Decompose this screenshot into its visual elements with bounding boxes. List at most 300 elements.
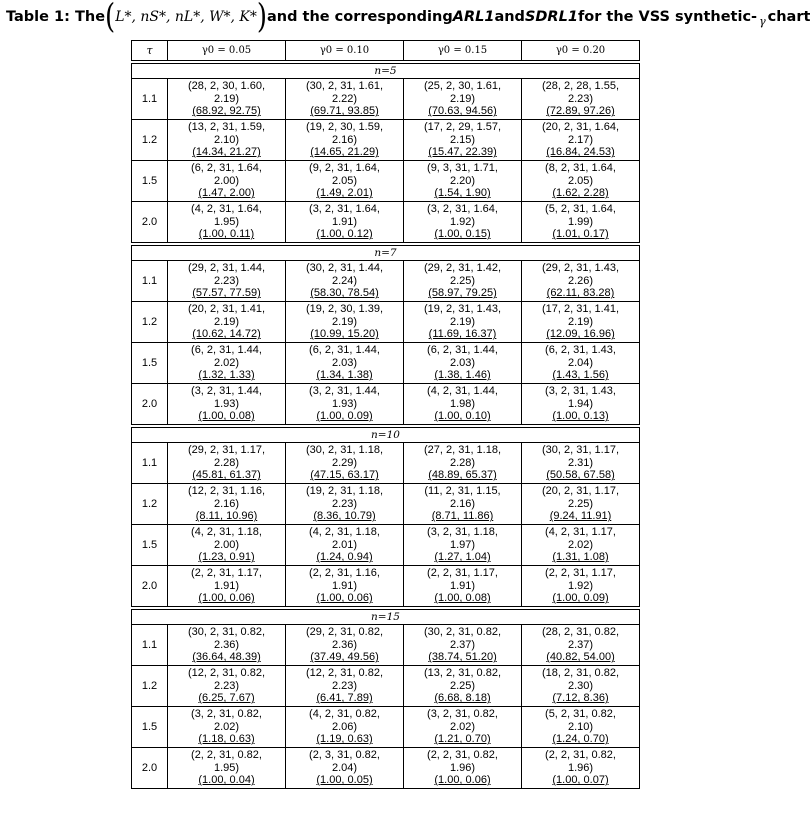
result-cell-content [522, 162, 639, 200]
result-cell-content [404, 567, 521, 605]
result-cell-content [522, 80, 639, 118]
params-line: (13, 2, 31, 0.82, [423, 667, 502, 680]
tau-value: 1.5 [132, 707, 168, 748]
params-line: (9, 2, 31, 1.64, [309, 162, 380, 175]
result-cell [404, 625, 522, 666]
arl-sdrl-line: (1.00, 0.12) [316, 228, 373, 241]
result-cell [404, 443, 522, 484]
table-row [132, 443, 640, 484]
arl-sdrl-line: (1.00, 0.11) [198, 228, 255, 241]
arl-sdrl-line: (38.74, 51.20) [428, 651, 497, 664]
arl-sdrl-line: (50.58, 67.58) [546, 469, 615, 482]
arl-sdrl-line: (1.00, 0.09) [552, 592, 609, 605]
params-line: (5, 2, 31, 0.82, [545, 708, 616, 721]
params-end-line: 2.28) [449, 456, 476, 469]
arl-sdrl-line: (58.97, 79.25) [428, 287, 497, 300]
result-cell [522, 261, 640, 302]
arl-sdrl-line: (15.47, 22.39) [428, 146, 497, 159]
result-cell-content [286, 80, 403, 118]
table-row [132, 302, 640, 343]
result-cell-content [404, 262, 521, 300]
result-cell [168, 525, 286, 566]
params-line: (17, 2, 31, 1.41, [541, 303, 620, 316]
arl-sdrl-line: (1.43, 1.56) [552, 369, 609, 382]
section-label [132, 246, 640, 261]
arl-sdrl-line: (6.68, 8.18) [434, 692, 491, 705]
arl-sdrl-line: (8.71, 11.86) [431, 510, 494, 523]
result-cell [522, 120, 640, 161]
params-line: (2, 2, 31, 0.82, [545, 749, 616, 762]
params-line: (29, 2, 31, 1.17, [187, 444, 266, 457]
result-cell-content [168, 262, 285, 300]
params-line: (30, 2, 31, 1.17, [541, 444, 620, 457]
tau-value: 1.1 [132, 261, 168, 302]
result-cell-content [168, 444, 285, 482]
result-cell-content [286, 121, 403, 159]
result-cell [404, 484, 522, 525]
arl-sdrl-line: (45.81, 61.37) [192, 469, 261, 482]
params-end-line: 2.00) [213, 538, 240, 551]
result-cell-content [522, 667, 639, 705]
table-row [132, 343, 640, 384]
params-line: (3, 2, 31, 1.43, [545, 385, 616, 398]
tau-value: 2.0 [132, 748, 168, 789]
tau-value: 1.2 [132, 302, 168, 343]
result-cell [286, 161, 404, 202]
result-cell-content [404, 444, 521, 482]
params-line: (6, 2, 31, 1.44, [309, 344, 380, 357]
result-cell [522, 443, 640, 484]
results-table [131, 40, 640, 789]
params-line: (6, 2, 31, 1.44, [191, 344, 262, 357]
tau-value: 1.5 [132, 161, 168, 202]
caption-chart: chart [767, 9, 810, 25]
result-cell-content [404, 385, 521, 423]
caption-prefix: Table 1: The [6, 9, 106, 25]
params-line: (4, 2, 31, 1.18, [309, 526, 380, 539]
params-line: (11, 2, 31, 1.15, [424, 485, 501, 498]
result-cell-content [286, 567, 403, 605]
result-cell [168, 79, 286, 120]
table-caption [6, 0, 810, 37]
params-line: (8, 2, 31, 1.64, [545, 162, 616, 175]
params-end-line: 2.02) [567, 538, 594, 551]
section-row [132, 610, 640, 625]
params-end-line: 2.30) [567, 679, 594, 692]
result-cell [522, 161, 640, 202]
caption-suffix: for the VSS synthetic- [577, 9, 758, 25]
result-cell [404, 302, 522, 343]
arl-sdrl-line: (1.62, 2.28) [552, 187, 609, 200]
arl-sdrl-line: (37.49, 49.56) [310, 651, 379, 664]
result-cell [522, 343, 640, 384]
params-end-line: 2.02) [449, 720, 476, 733]
params-line: (3, 2, 31, 1.44, [191, 385, 262, 398]
tau-value: 1.2 [132, 484, 168, 525]
result-cell-content [522, 749, 639, 787]
arl-sdrl-line: (1.00, 0.06) [316, 592, 373, 605]
params-end-line: 1.91) [331, 215, 358, 228]
params-end-line: 1.95) [213, 761, 240, 774]
params-line: (18, 2, 31, 0.82, [541, 667, 620, 680]
params-line: (19, 2, 31, 1.43, [423, 303, 502, 316]
header-gamma-0-15: γ0 = 0.15 [404, 41, 522, 61]
params-line: (4, 2, 31, 1.17, [545, 526, 616, 539]
result-cell-content [404, 708, 521, 746]
result-cell-content [286, 162, 403, 200]
result-cell-content [286, 444, 403, 482]
section-row [132, 428, 640, 443]
params-end-line: 2.19) [213, 315, 240, 328]
result-cell-content [168, 749, 285, 787]
table-row [132, 525, 640, 566]
result-cell [522, 525, 640, 566]
arl-sdrl-line: (70.63, 94.56) [428, 105, 497, 118]
table-row [132, 161, 640, 202]
result-cell [286, 525, 404, 566]
arl-sdrl-line: (1.21, 0.70) [434, 733, 491, 746]
header-gamma-0-05: γ0 = 0.05 [168, 41, 286, 61]
caption-middle: and the corresponding [267, 9, 453, 25]
params-end-line: 2.36) [213, 638, 240, 651]
params-end-line: 2.01) [331, 538, 358, 551]
params-line: (6, 2, 31, 1.64, [191, 162, 262, 175]
arl-sdrl-line: (6.25, 7.67) [198, 692, 255, 705]
result-cell [404, 748, 522, 789]
params-end-line: 2.28) [213, 456, 240, 469]
arl-sdrl-line: (1.24, 0.70) [552, 733, 609, 746]
params-line: (2, 2, 31, 0.82, [427, 749, 498, 762]
section-label-text: n=7 [374, 247, 397, 259]
result-cell [522, 748, 640, 789]
params-end-line: 2.23) [331, 497, 358, 510]
result-cell-content [168, 485, 285, 523]
params-line: (3, 2, 31, 1.64, [427, 203, 498, 216]
arl-sdrl-line: (1.00, 0.15) [434, 228, 491, 241]
close-paren: ) [256, 0, 268, 37]
result-cell-content [168, 708, 285, 746]
result-cell-content [522, 203, 639, 241]
result-cell [286, 748, 404, 789]
arl-sdrl-line: (11.69, 16.37) [428, 328, 497, 341]
params-line: (4, 2, 31, 0.82, [309, 708, 380, 721]
section-row [132, 64, 640, 79]
result-cell-content [404, 626, 521, 664]
params-line: (20, 2, 31, 1.41, [187, 303, 266, 316]
params-line: (6, 2, 31, 1.44, [427, 344, 498, 357]
result-cell-content [404, 162, 521, 200]
section-label [132, 610, 640, 625]
result-cell-content [522, 526, 639, 564]
arl-sdrl-line: (1.19, 0.63) [316, 733, 373, 746]
result-cell-content [286, 203, 403, 241]
arl-sdrl-line: (16.84, 24.53) [546, 146, 615, 159]
params-line: (2, 2, 31, 1.16, [309, 567, 380, 580]
result-cell-content [522, 121, 639, 159]
params-end-line: 1.92) [567, 579, 594, 592]
params-line: (2, 2, 31, 1.17, [545, 567, 616, 580]
arl-sdrl-line: (62.11, 83.28) [546, 287, 615, 300]
params-end-line: 2.04) [567, 356, 594, 369]
result-cell [522, 666, 640, 707]
tau-value: 1.2 [132, 120, 168, 161]
result-cell-content [286, 303, 403, 341]
result-cell [168, 748, 286, 789]
result-cell-content [522, 567, 639, 605]
caption-arl: ARL1 [452, 9, 495, 25]
result-cell [404, 707, 522, 748]
params-line: (2, 2, 31, 1.17, [191, 567, 262, 580]
params-end-line: 2.19) [567, 315, 594, 328]
result-cell [168, 302, 286, 343]
params-line: (2, 2, 31, 0.82, [191, 749, 262, 762]
result-cell-content [168, 121, 285, 159]
tau-value: 1.5 [132, 343, 168, 384]
params-end-line: 1.97) [449, 538, 476, 551]
params-line: (12, 2, 31, 1.16, [187, 485, 266, 498]
result-cell [404, 666, 522, 707]
result-cell [168, 484, 286, 525]
params-line: (2, 2, 31, 1.17, [427, 567, 498, 580]
arl-sdrl-line: (1.23, 0.91) [198, 551, 255, 564]
header-row [132, 41, 640, 61]
params-line: (3, 2, 31, 1.44, [309, 385, 380, 398]
params-line: (29, 2, 31, 1.43, [541, 262, 620, 275]
params-end-line: 1.95) [213, 215, 240, 228]
result-cell [522, 384, 640, 425]
params-end-line: 2.19) [449, 92, 476, 105]
params-line: (19, 2, 30, 1.59, [305, 121, 384, 134]
tau-value: 2.0 [132, 202, 168, 243]
result-cell [522, 484, 640, 525]
params-end-line: 2.19) [331, 315, 358, 328]
table-row [132, 384, 640, 425]
caption-and: and [494, 9, 525, 25]
result-cell [404, 120, 522, 161]
arl-sdrl-line: (1.00, 0.10) [434, 410, 491, 423]
params-end-line: 2.10) [213, 133, 240, 146]
params-line: (5, 2, 31, 1.64, [545, 203, 616, 216]
params-line: (20, 2, 31, 1.17, [541, 485, 620, 498]
arl-sdrl-line: (47.15, 63.17) [310, 469, 379, 482]
params-end-line: 2.31) [567, 456, 594, 469]
arl-sdrl-line: (1.31, 1.08) [552, 551, 609, 564]
params-end-line: 1.94) [567, 397, 594, 410]
table-row [132, 484, 640, 525]
result-cell-content [404, 344, 521, 382]
params-end-line: 1.99) [567, 215, 594, 228]
arl-sdrl-line: (6.41, 7.89) [316, 692, 373, 705]
params-end-line: 2.00) [213, 174, 240, 187]
params-end-line: 2.20) [449, 174, 476, 187]
table-row [132, 566, 640, 607]
params-line: (30, 2, 31, 1.61, [305, 80, 384, 93]
result-cell-content [404, 80, 521, 118]
params-line: (3, 2, 31, 0.82, [427, 708, 498, 721]
params-end-line: 2.02) [213, 720, 240, 733]
result-cell-content [404, 203, 521, 241]
result-cell-content [522, 626, 639, 664]
tau-value: 1.1 [132, 625, 168, 666]
params-end-line: 2.17) [567, 133, 594, 146]
result-cell-content [168, 80, 285, 118]
result-cell [404, 525, 522, 566]
result-cell-content [168, 162, 285, 200]
arl-sdrl-line: (1.01, 0.17) [552, 228, 609, 241]
arl-sdrl-line: (1.00, 0.06) [198, 592, 255, 605]
arl-sdrl-line: (1.00, 0.06) [434, 774, 491, 787]
result-cell-content [168, 567, 285, 605]
params-line: (25, 2, 30, 1.61, [423, 80, 502, 93]
table-row [132, 79, 640, 120]
result-cell-content [404, 485, 521, 523]
result-cell [286, 120, 404, 161]
params-line: (4, 2, 31, 1.64, [191, 203, 262, 216]
header-tau: τ [132, 41, 168, 61]
params-end-line: 2.16) [331, 133, 358, 146]
section-label [132, 428, 640, 443]
table-row [132, 261, 640, 302]
section-row [132, 246, 640, 261]
result-cell-content [286, 262, 403, 300]
params-end-line: 2.03) [331, 356, 358, 369]
result-cell-content [168, 626, 285, 664]
params-end-line: 2.22) [331, 92, 358, 105]
params-end-line: 1.91) [449, 579, 476, 592]
caption-params: L*, nS*, nL*, W*, K* [115, 9, 257, 25]
result-cell-content [286, 708, 403, 746]
params-end-line: 2.25) [449, 679, 476, 692]
result-cell [168, 384, 286, 425]
result-cell-content [522, 303, 639, 341]
params-end-line: 2.10) [567, 720, 594, 733]
params-line: (29, 2, 31, 1.44, [187, 262, 266, 275]
arl-sdrl-line: (36.64, 48.39) [192, 651, 261, 664]
arl-sdrl-line: (1.47, 2.00) [198, 187, 255, 200]
arl-sdrl-line: (1.27, 1.04) [434, 551, 491, 564]
arl-sdrl-line: (1.00, 0.05) [316, 774, 373, 787]
result-cell-content [286, 667, 403, 705]
arl-sdrl-line: (1.24, 0.94) [316, 551, 373, 564]
result-cell [522, 79, 640, 120]
params-end-line: 2.37) [567, 638, 594, 651]
params-line: (27, 2, 31, 1.18, [423, 444, 502, 457]
arl-sdrl-line: (1.38, 1.46) [434, 369, 491, 382]
result-cell [522, 566, 640, 607]
result-cell [168, 566, 286, 607]
params-end-line: 2.25) [567, 497, 594, 510]
arl-sdrl-line: (57.57, 77.59) [192, 287, 261, 300]
params-line: (12, 2, 31, 0.82, [187, 667, 266, 680]
tau-value: 1.1 [132, 79, 168, 120]
result-cell [286, 707, 404, 748]
params-end-line: 1.91) [213, 579, 240, 592]
result-cell [404, 161, 522, 202]
result-cell-content [286, 749, 403, 787]
params-end-line: 2.05) [331, 174, 358, 187]
params-end-line: 2.16) [213, 497, 240, 510]
caption-gamma: γ [759, 14, 766, 28]
params-line: (29, 2, 31, 0.82, [305, 626, 384, 639]
result-cell [168, 666, 286, 707]
table-row [132, 202, 640, 243]
arl-sdrl-line: (1.49, 2.01) [316, 187, 373, 200]
result-cell [286, 384, 404, 425]
params-end-line: 1.96) [449, 761, 476, 774]
result-cell-content [286, 385, 403, 423]
result-cell [522, 202, 640, 243]
result-cell-content [168, 526, 285, 564]
result-cell [286, 202, 404, 243]
table-row [132, 707, 640, 748]
result-cell-content [522, 344, 639, 382]
open-paren: ( [105, 0, 116, 37]
result-cell [168, 161, 286, 202]
results-table-body [132, 41, 640, 789]
params-end-line: 2.16) [449, 497, 476, 510]
result-cell-content [522, 485, 639, 523]
params-line: (28, 2, 31, 0.82, [541, 626, 620, 639]
result-cell [168, 261, 286, 302]
result-cell [286, 79, 404, 120]
result-cell-content [404, 526, 521, 564]
result-cell-content [404, 667, 521, 705]
table-row [132, 748, 640, 789]
arl-sdrl-line: (1.00, 0.07) [552, 774, 609, 787]
result-cell [286, 566, 404, 607]
arl-sdrl-line: (10.99, 15.20) [310, 328, 379, 341]
result-cell-content [286, 526, 403, 564]
arl-sdrl-line: (1.00, 0.08) [198, 410, 255, 423]
arl-sdrl-line: (1.32, 1.33) [198, 369, 255, 382]
result-cell-content [404, 121, 521, 159]
result-cell [286, 443, 404, 484]
arl-sdrl-line: (1.00, 0.13) [552, 410, 609, 423]
result-cell [404, 79, 522, 120]
result-cell [404, 566, 522, 607]
params-line: (2, 3, 31, 0.82, [309, 749, 380, 762]
params-line: (20, 2, 31, 1.64, [541, 121, 620, 134]
params-end-line: 2.04) [331, 761, 358, 774]
result-cell [404, 343, 522, 384]
result-cell [286, 302, 404, 343]
params-line: (30, 2, 31, 1.44, [305, 262, 384, 275]
params-line: (12, 2, 31, 0.82, [305, 667, 384, 680]
params-end-line: 2.24) [331, 274, 358, 287]
params-end-line: 1.92) [449, 215, 476, 228]
result-cell [168, 202, 286, 243]
params-line: (9, 3, 31, 1.71, [427, 162, 498, 175]
result-cell-content [522, 385, 639, 423]
result-cell-content [286, 485, 403, 523]
result-cell [404, 384, 522, 425]
params-line: (29, 2, 31, 1.42, [423, 262, 502, 275]
arl-sdrl-line: (48.89, 65.37) [428, 469, 497, 482]
arl-sdrl-line: (8.11, 10.96) [195, 510, 258, 523]
tau-value: 2.0 [132, 566, 168, 607]
params-line: (17, 2, 29, 1.57, [423, 121, 502, 134]
params-end-line: 2.29) [331, 456, 358, 469]
params-end-line: 2.23) [213, 274, 240, 287]
result-cell-content [168, 203, 285, 241]
arl-sdrl-line: (9.24, 11.91) [549, 510, 612, 523]
result-cell-content [522, 708, 639, 746]
result-cell [168, 120, 286, 161]
result-cell [404, 202, 522, 243]
arl-sdrl-line: (1.00, 0.09) [316, 410, 373, 423]
caption-sdrl: SDRL1 [524, 9, 578, 25]
params-end-line: 1.91) [331, 579, 358, 592]
